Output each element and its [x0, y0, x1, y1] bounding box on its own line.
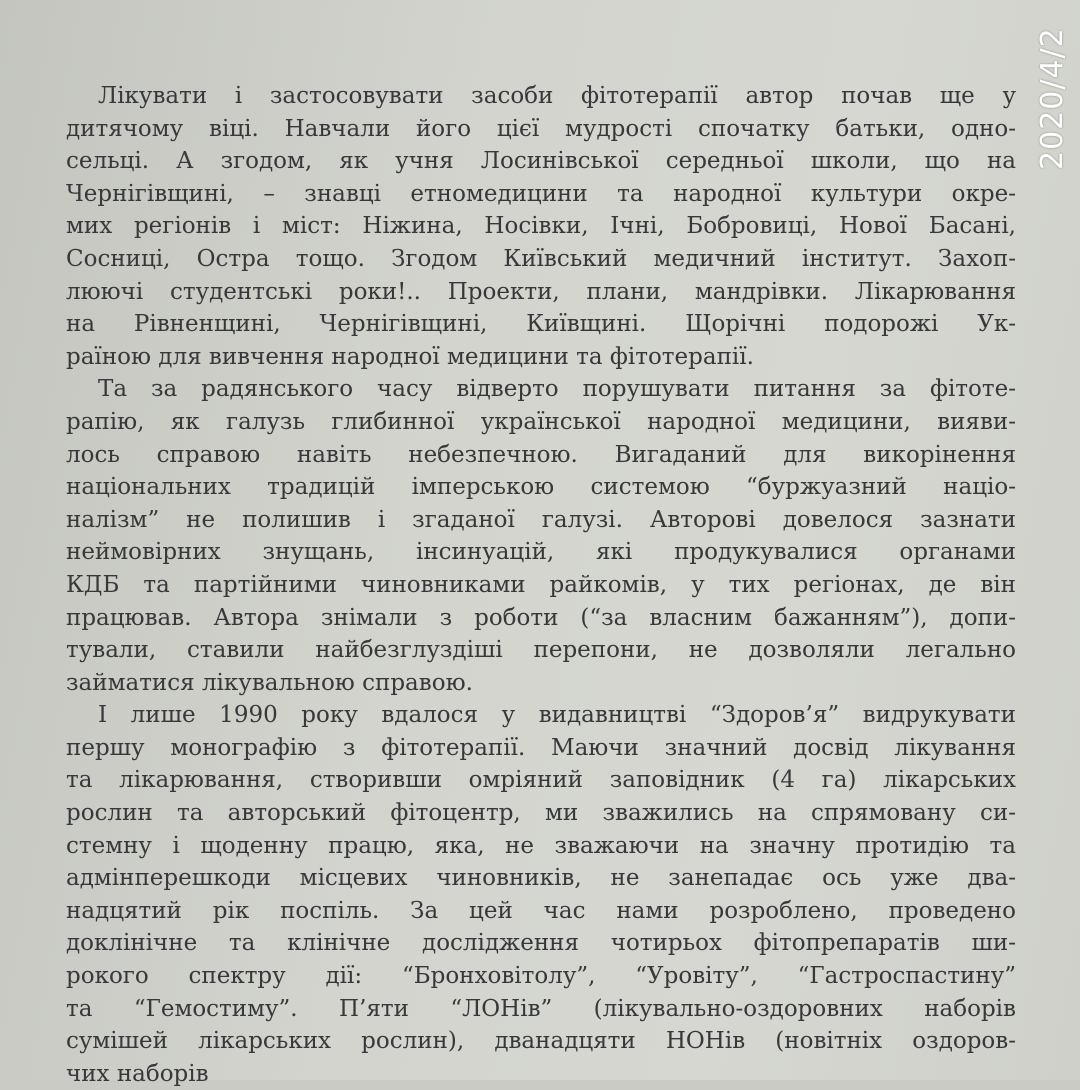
text-line: Чернігівщині, – знавці етномедицини та народної культури окре- [66, 180, 1016, 207]
text-line: працював. Автора знімали з роботи (“за власним бажанням”), допи- [66, 604, 1016, 631]
text-line: налізм” не полишив і згаданої галузі. Авторові довелося зазнати [66, 506, 1016, 533]
text-line: рапію, як галузь глибинної української народної медицини, вияви- [66, 408, 1016, 435]
text-line: та лікарювання, створивши омріяний заповідник (4 га) лікарських [66, 767, 1016, 794]
text-line: раїною для вивчення народної медицини та фітотерапії. [66, 343, 754, 370]
text-line: рокого спектру дії: “Бронховітолу”, “Уровіту”, “Гастроспастину” [66, 963, 1016, 990]
text-line: дитячому віці. Навчали його цієї мудрості спочатку батьки, одно- [66, 115, 1016, 142]
text-line: лось справою навіть небезпечною. Вигаданий для викорінення [66, 441, 1016, 468]
text-line: неймовірних знущань, інсинуацій, які продукувалися органами [66, 539, 1016, 566]
text-line: Та за радянського часу відверто порушувати питання за фітоте- [98, 376, 1016, 403]
text-line: адмінперешкоди місцевих чиновників, не занепадає ось уже два- [66, 865, 1016, 892]
text-line: сельці. А згодом, як учня Лосинівської середньої школи, що на [66, 148, 1016, 175]
text-line: сумішей лікарських рослин), дванадцяти НОНів (новітніх оздоров- [66, 1028, 1016, 1055]
body-text [66, 80, 1016, 1090]
text-line: тували, ставили найбезглуздіші перепони, не дозволяли легально [66, 637, 1016, 664]
text-line: люючі студентські роки!.. Проекти, плани, мандрівки. Лікарювання [66, 278, 1016, 305]
text-line: КДБ та партійними чиновниками райкомів, у тих регіонах, де він [66, 571, 1016, 598]
text-line: рослин та авторський фітоцентр, ми зважились на спрямовану си- [66, 800, 1016, 827]
text-line: на Рівненщині, Чернігівщині, Київщині. Щорічні подорожі Ук- [66, 311, 1016, 338]
text-line: І лише 1990 року вдалося у видавництві “Здоров’я” видрукувати [98, 702, 1016, 729]
text-line: займатися лікувальною справою. [66, 669, 473, 696]
text-line: стемну і щоденну працю, яка, не зважаючи на значну протидію та [66, 832, 1016, 859]
text-line: Лікувати і застосовувати засоби фітотерапії автор почав ще у [98, 83, 1016, 109]
text-line: доклінічне та клінічне дослідження чотирьох фітопрепаратів ши- [66, 930, 1016, 957]
text-line: першу монографію з фітотерапії. Маючи значний досвід лікування [66, 734, 1016, 761]
photo-timestamp: 2020/4/2 [1035, 27, 1070, 170]
text-line: та “Гемостиму”. П’яти “ЛОНів” (лікувально-оздоровних наборів [66, 995, 1016, 1022]
text-line: Сосниці, Остра тощо. Згодом Київський медичний інститут. Захоп- [66, 245, 1016, 272]
text-line: мих регіонів і міст: Ніжина, Носівки, Ічні, Бобровиці, Нової Басані, [66, 213, 1016, 240]
text-line: чих наборів [66, 1060, 209, 1087]
text-line: надцятий рік поспіль. За цей час нами розроблено, проведено [66, 897, 1016, 924]
text-line: національних традицій імперською системою “буржуазний націо- [66, 474, 1016, 501]
